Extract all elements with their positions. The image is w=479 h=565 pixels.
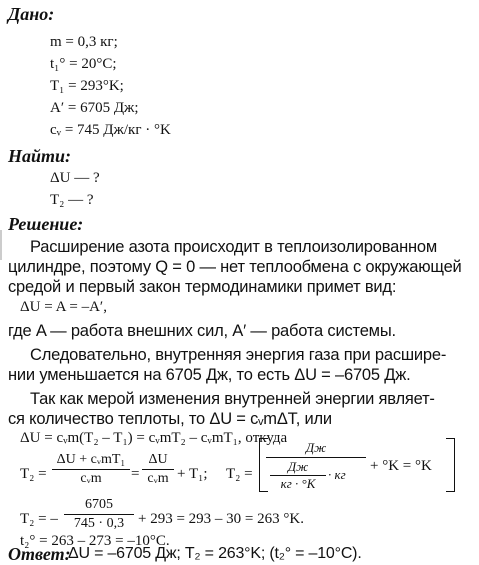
inner-numerator: Дж <box>287 459 309 474</box>
t2-label: T₂ = <box>20 466 47 482</box>
equation-first-law: ΔU = A = –A′, <box>20 299 107 315</box>
answer-text: ΔU = –6705 Дж; T₂ = 263°K; (t₂° = –10°C). <box>68 545 362 562</box>
t2-numeric-tail: + 293 = 293 – 30 = 263 °K. <box>138 511 304 527</box>
given-mass: m = 0,3 кг; <box>50 34 118 50</box>
find-t2: T₂ — ? <box>50 192 94 208</box>
given-t1-celsius: t₁° = 20°C; <box>50 56 117 72</box>
fraction-bar <box>64 514 134 515</box>
units-numerator: Дж <box>305 440 327 455</box>
units-fraction <box>266 440 366 489</box>
inner-tail: · кг <box>328 467 346 482</box>
fraction-bar <box>142 469 174 470</box>
solution-heading: Решение: <box>8 214 84 234</box>
find-delta-u: ΔU — ? <box>50 170 100 186</box>
units-tail: + °K = °K <box>370 458 432 474</box>
solution-para1-line1: Расширение азота происходит в теплоизолированном <box>30 238 438 256</box>
given-t1-kelvin: T₁ = 293°K; <box>50 78 124 94</box>
solution-para1-line3: средой и первый закон термодинамики примет вид: <box>8 278 397 296</box>
numeric-denominator: 745 · 0,3 <box>73 516 125 531</box>
solution-para3-line2: нии уменьшается на 6705 Дж, то есть ΔU = –6705 Дж. <box>8 366 411 384</box>
given-specific-heat: cᵥ = 745 Дж/кг · °K <box>50 122 171 138</box>
given-work: A′ = 6705 Дж; <box>50 100 139 116</box>
margin-mark <box>0 230 2 260</box>
solution-para2: где A — работа внешних сил, A′ — работа системы. <box>8 322 396 340</box>
solution-para1-line2: цилиндре, поэтому Q = 0 — нет теплообмена с окружающей <box>8 258 462 276</box>
t2-numeric-lead: T₂ = – <box>20 511 58 527</box>
answer-heading: Ответ: <box>8 544 71 564</box>
inner-denominator: кг · °K <box>280 476 316 491</box>
equation-internal-energy: ΔU = cᵥm(T₂ – T₁) = cᵥmT₂ – cᵥmT₁, откуда <box>20 430 288 446</box>
right-bracket <box>446 438 455 492</box>
solution-para4-line2: ся количество теплоты, то ΔU = cᵥmΔT, или <box>8 410 332 428</box>
solution-para3-line1: Следовательно, внутренняя энергия газа при расшире- <box>30 346 447 364</box>
fraction-t2-main-denominator: cᵥm <box>80 471 102 486</box>
units-denominator <box>266 459 366 489</box>
inner-fraction <box>270 459 326 492</box>
fraction-du-numerator: ΔU <box>148 452 168 467</box>
fraction-du-over-cm <box>142 452 174 487</box>
equals-sign: = <box>131 466 140 482</box>
fraction-t2-main-numerator: ΔU + cᵥmT₁ <box>56 452 126 467</box>
fraction-du-denominator: cᵥm <box>147 471 169 486</box>
solution-para4-line1: Так как мерой изменения внутренней энергии являет- <box>30 390 435 408</box>
numeric-numerator: 6705 <box>85 497 113 512</box>
fraction-numeric <box>64 497 134 532</box>
fraction-bar <box>266 457 366 458</box>
find-heading: Найти: <box>8 146 72 166</box>
fraction-t2-main <box>52 452 130 487</box>
fraction-bar <box>52 469 130 470</box>
t2-celsius-result: t₂° = 263 – 273 = –10°C. <box>20 533 170 549</box>
plus-t1: + T₁; <box>177 466 208 482</box>
given-heading: Дано: <box>8 4 55 24</box>
t2-units-label: T₂ = <box>226 466 253 482</box>
